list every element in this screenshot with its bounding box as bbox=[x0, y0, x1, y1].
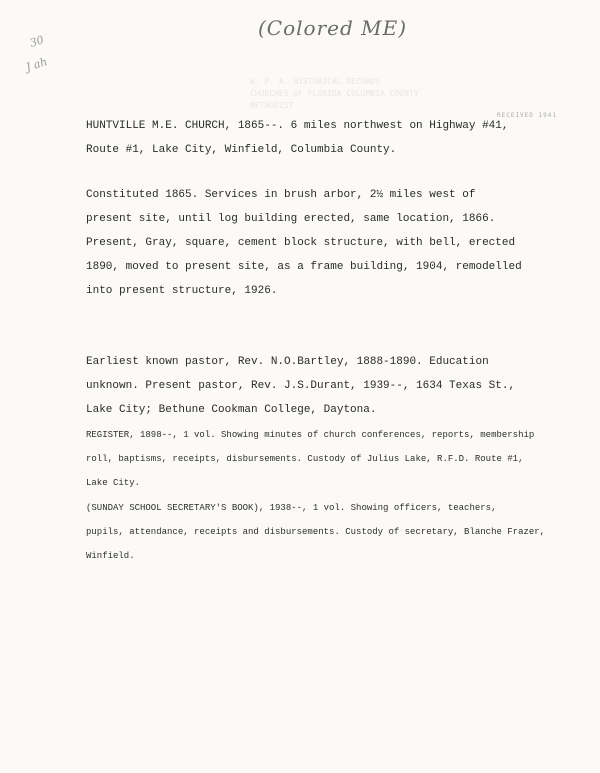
pastor-line-1: Earliest known pastor, Rev. N.O.Bartley, 1888-1890. Education bbox=[86, 356, 489, 368]
record-register-line-2: roll, baptisms, receipts, disbursements. Custody of Julius Lake, R.F.D. Route #1, bbox=[86, 454, 524, 464]
record-sunday-school-line-3: Winfield. bbox=[86, 551, 135, 561]
history-line-5: into present structure, 1926. bbox=[86, 285, 278, 297]
pastor-line-3: Lake City; Bethune Cookman College, Daytona. bbox=[86, 404, 377, 416]
bleed-line-2: CHURCHES OF FLORIDA COLUMBIA COUNTY bbox=[250, 89, 419, 98]
record-register-line-1: REGISTER, 1898--, 1 vol. Showing minutes of church conferences, reports, membership bbox=[86, 430, 535, 440]
history-line-4: 1890, moved to present site, as a frame building, 1904, remodelled bbox=[86, 261, 522, 273]
entry-location-line: Route #1, Lake City, Winfield, Columbia County. bbox=[86, 144, 397, 156]
pastor-line-2: unknown. Present pastor, Rev. J.S.Durant, 1939--, 1634 Texas St., bbox=[86, 380, 516, 392]
margin-note-1: 30 bbox=[28, 33, 46, 50]
bleed-through-text bbox=[250, 76, 419, 112]
received-stamp: RECEIVED 1941 bbox=[497, 112, 557, 119]
record-sunday-school-line-2: pupils, attendance, receipts and disbursements. Custody of secretary, Blanche Frazer, bbox=[86, 527, 546, 537]
history-line-3: Present, Gray, square, cement block structure, with bell, erected bbox=[86, 237, 516, 249]
bleed-line-3: METHODIST bbox=[250, 101, 294, 110]
record-sunday-school-line-1: (SUNDAY SCHOOL SECRETARY'S BOOK), 1938--, 1 vol. Showing officers, teachers, bbox=[86, 503, 497, 513]
entry-heading-line: HUNTVILLE M.E. CHURCH, 1865--. 6 miles northwest on Highway #41, bbox=[86, 120, 509, 132]
margin-note-2: J ah bbox=[24, 55, 49, 75]
history-line-1: Constituted 1865. Services in brush arbor, 2½ miles west of bbox=[86, 189, 476, 201]
handwritten-title-note: (Colored ME) bbox=[258, 16, 408, 40]
record-register-line-3: Lake City. bbox=[86, 478, 141, 488]
history-line-2: present site, until log building erected, same location, 1866. bbox=[86, 213, 496, 225]
bleed-line-1: W. P. A. HISTORICAL RECORDS bbox=[250, 77, 381, 86]
